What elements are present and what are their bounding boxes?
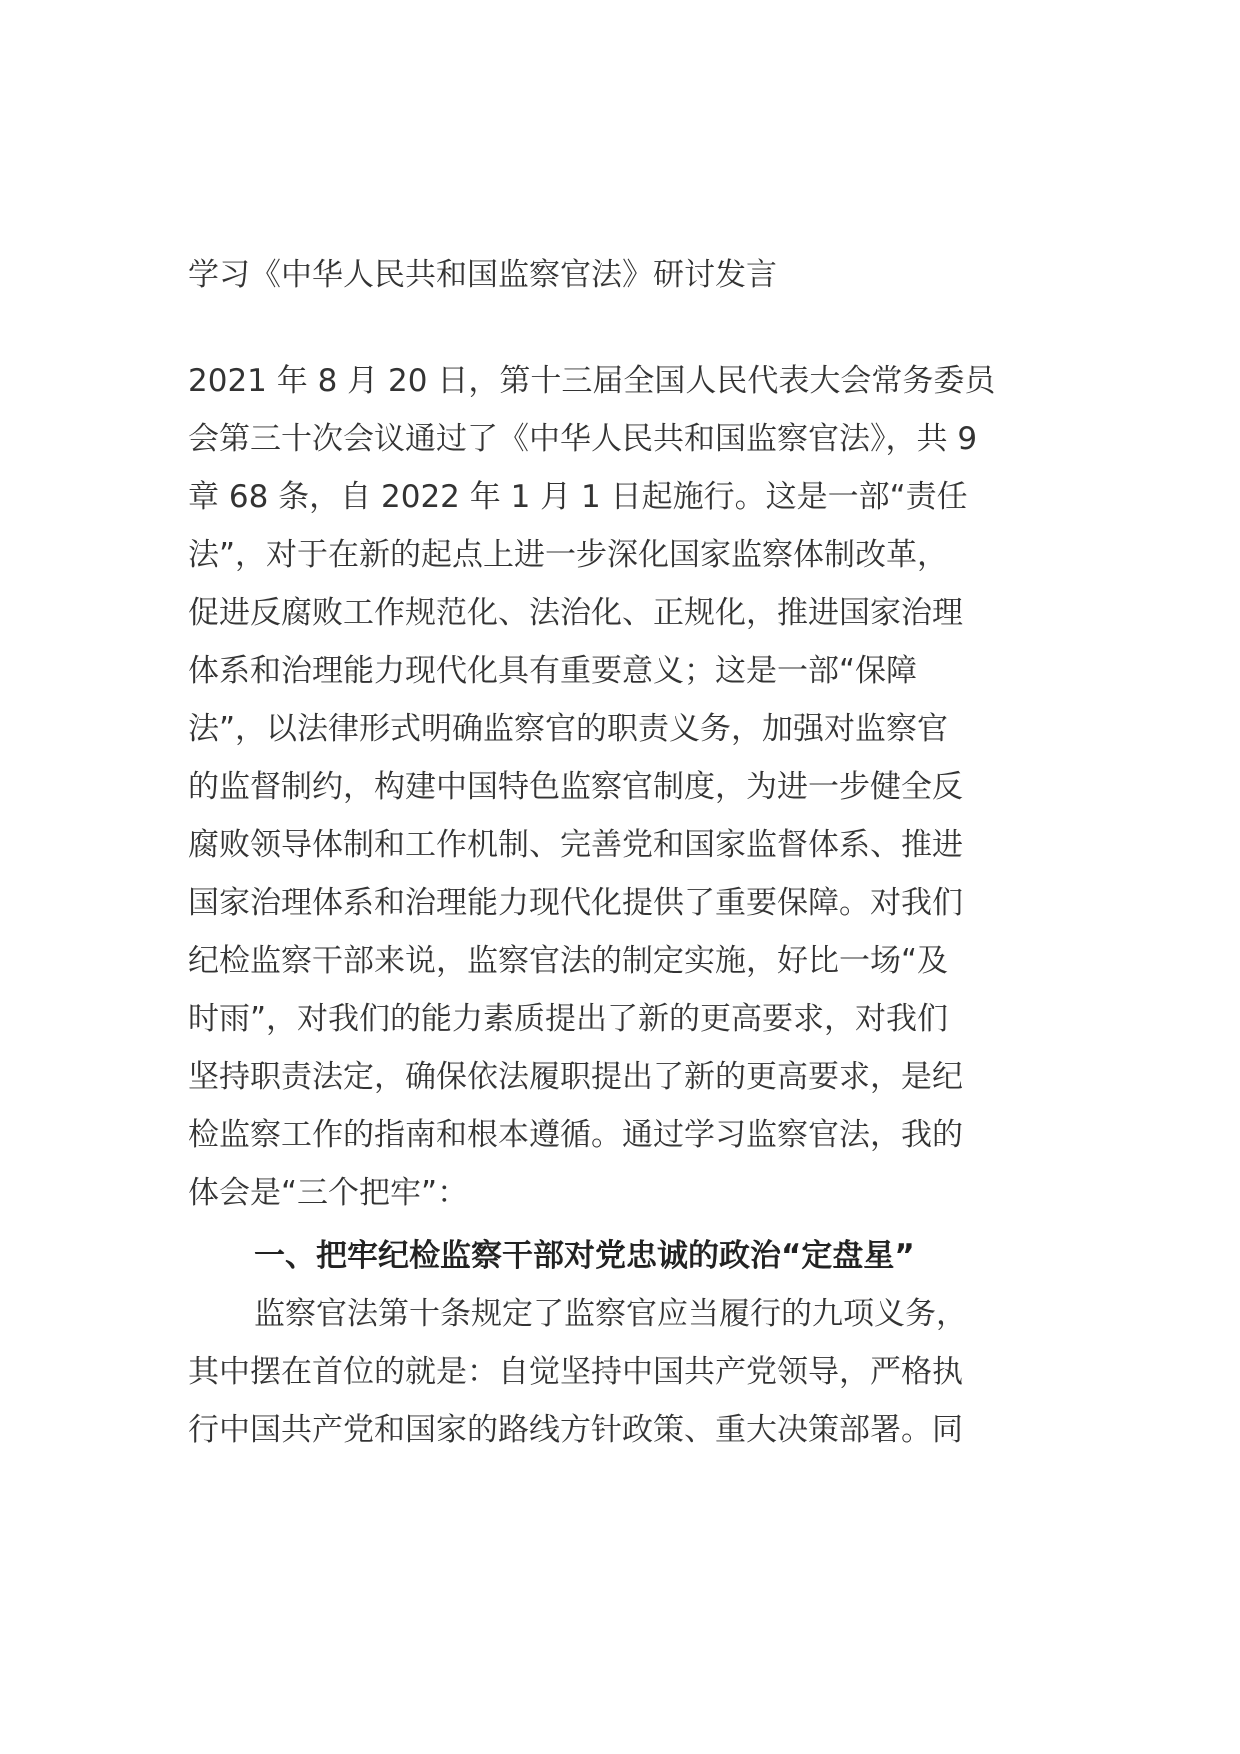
paragraph-line: 法”，以法律形式明确监察官的职责义务，加强对监察官 <box>188 711 949 747</box>
paragraph-line: 检监察工作的指南和根本遵循。通过学习监察官法，我的 <box>188 1117 963 1153</box>
section-heading: 一、把牢纪检监察干部对党忠诚的政治“定盘星” <box>254 1238 915 1274</box>
paragraph-line: 的监督制约，构建中国特色监察官制度，为进一步健全反 <box>188 769 963 805</box>
paragraph-line: 促进反腐败工作规范化、法治化、正规化，推进国家治理 <box>188 595 963 631</box>
paragraph-line: 体会是“三个把牢”： <box>188 1175 469 1211</box>
paragraph-line: 行中国共产党和国家的路线方针政策、重大决策部署。同 <box>188 1412 963 1448</box>
paragraph-line: 时雨”，对我们的能力素质提出了新的更高要求，对我们 <box>188 1001 949 1037</box>
paragraph-line: 国家治理体系和治理能力现代化提供了重要保障。对我们 <box>188 885 963 921</box>
paragraph-line: 监察官法第十条规定了监察官应当履行的九项义务， <box>254 1296 967 1332</box>
paragraph-line: 会第三十次会议通过了《中华人民共和国监察官法》，共 9 <box>188 421 978 457</box>
paragraph-line: 法”，对于在新的起点上进一步深化国家监察体制改革， <box>188 537 949 573</box>
paragraph-line: 体系和治理能力现代化具有重要意义；这是一部“保障 <box>188 653 918 689</box>
paragraph-line: 章 68 条，自 2022 年 1 月 1 日起施行。这是一部“责任 <box>188 479 968 515</box>
paragraph-line: 坚持职责法定，确保依法履职提出了新的更高要求，是纪 <box>188 1059 963 1095</box>
paragraph-line: 2021 年 8 月 20 日，第十三届全国人民代表大会常务委员 <box>188 363 996 399</box>
document-title: 学习《中华人民共和国监察官法》研讨发言 <box>188 257 777 293</box>
paragraph-line: 纪检监察干部来说，监察官法的制定实施，好比一场“及 <box>188 943 949 979</box>
paragraph-line: 其中摆在首位的就是：自觉坚持中国共产党领导，严格执 <box>188 1354 963 1390</box>
paragraph-line: 腐败领导体制和工作机制、完善党和国家监督体系、推进 <box>188 827 963 863</box>
